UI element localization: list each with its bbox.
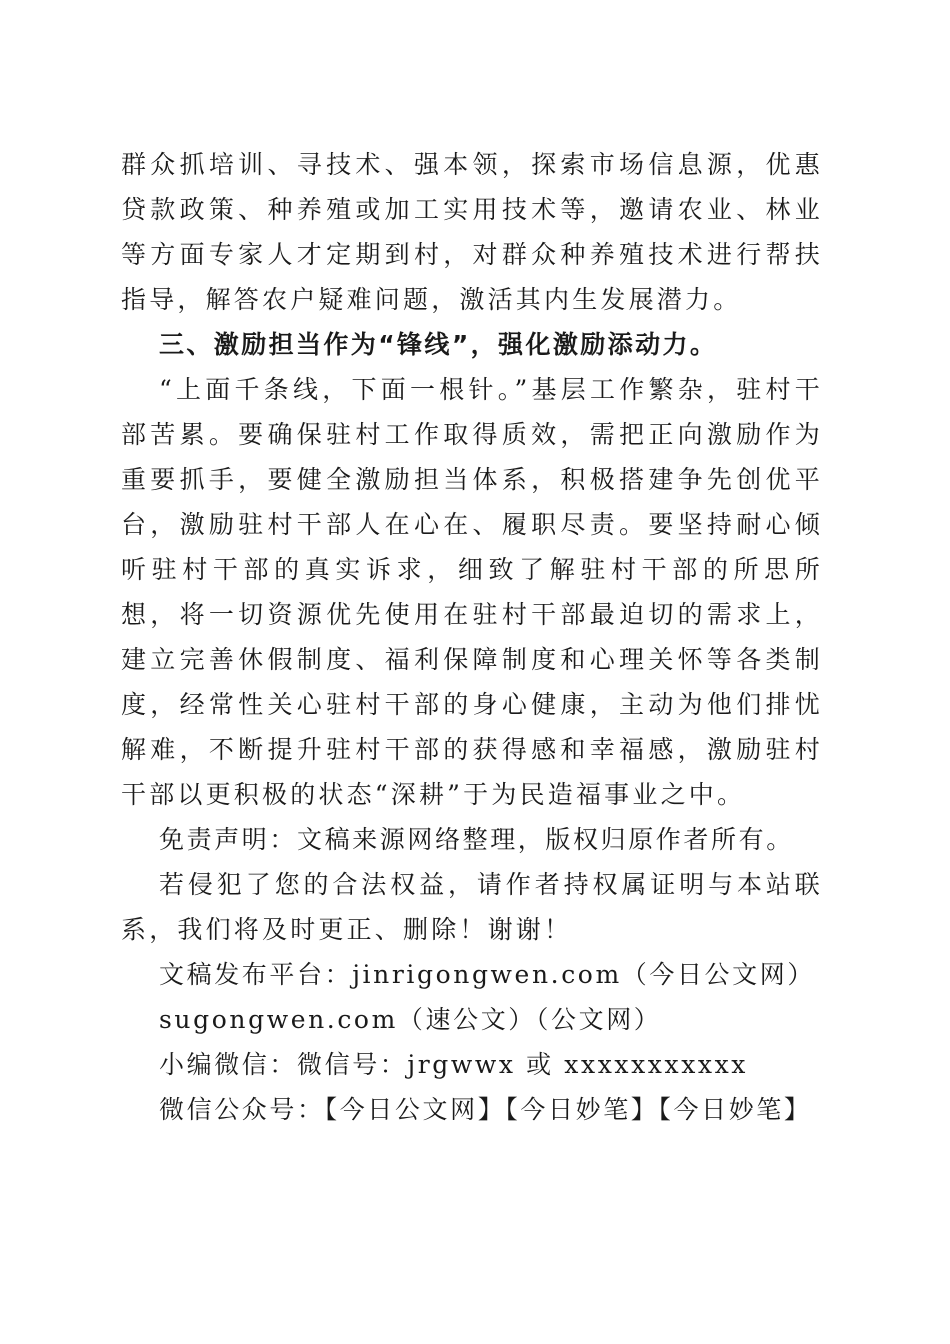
body-paragraph-1: 群众抓培训、寻技术、强本领，探索市场信息源，优惠贷款政策、种养殖或加工实用技术等，邀请农业、林业等方面专家人才定期到村，对群众种养殖技术进行帮扶指导，解答农户疑难问题，激活其内生发展潜力。 bbox=[121, 150, 823, 314]
official-account: 微信公众号：【今日公文网】【今日妙笔】【今日妙笔】 bbox=[159, 1095, 812, 1124]
publish-platform: 文稿发布平台：jinrigongwen.com（今日公文网） bbox=[159, 960, 815, 989]
body-paragraph-2: “上面千条线，下面一根针。”基层工作繁杂，驻村干部苦累。要确保驻村工作取得质效，需把正向激励作为重要抓手，要健全激励担当体系，积极搭建争先创优平台，激励驻村干部人在心在、履职尽责。要坚持耐心倾听驻村干部的真实诉求，细致了解驻村干部的所思所想，将一切资源优先使用在驻村干部最迫切的需求上，建立完善休假制度、福利保障制度和心理关怀等各类制度，经常性关心驻村干部的身心健康，主动为他们排忧解难，不断提升驻村干部的获得感和幸福感，激励驻村干部以更积极的状态“深耕”于为民造福事业之中。 bbox=[121, 375, 823, 809]
document-page bbox=[121, 142, 823, 1132]
section-heading-3: 三、激励担当作为“锋线”，强化激励添动力。 bbox=[159, 330, 718, 359]
publish-platform-2: sugongwen.com（速公文）（公文网） bbox=[159, 1005, 662, 1034]
editor-wechat: 小编微信：微信号：jrgwwx 或 xxxxxxxxxxx bbox=[159, 1050, 748, 1079]
infringement-notice: 若侵犯了您的合法权益，请作者持权属证明与本站联系，我们将及时更正、删除！谢谢！ bbox=[121, 870, 823, 944]
disclaimer-text: 免责声明：文稿来源网络整理，版权归原作者所有。 bbox=[159, 825, 794, 854]
